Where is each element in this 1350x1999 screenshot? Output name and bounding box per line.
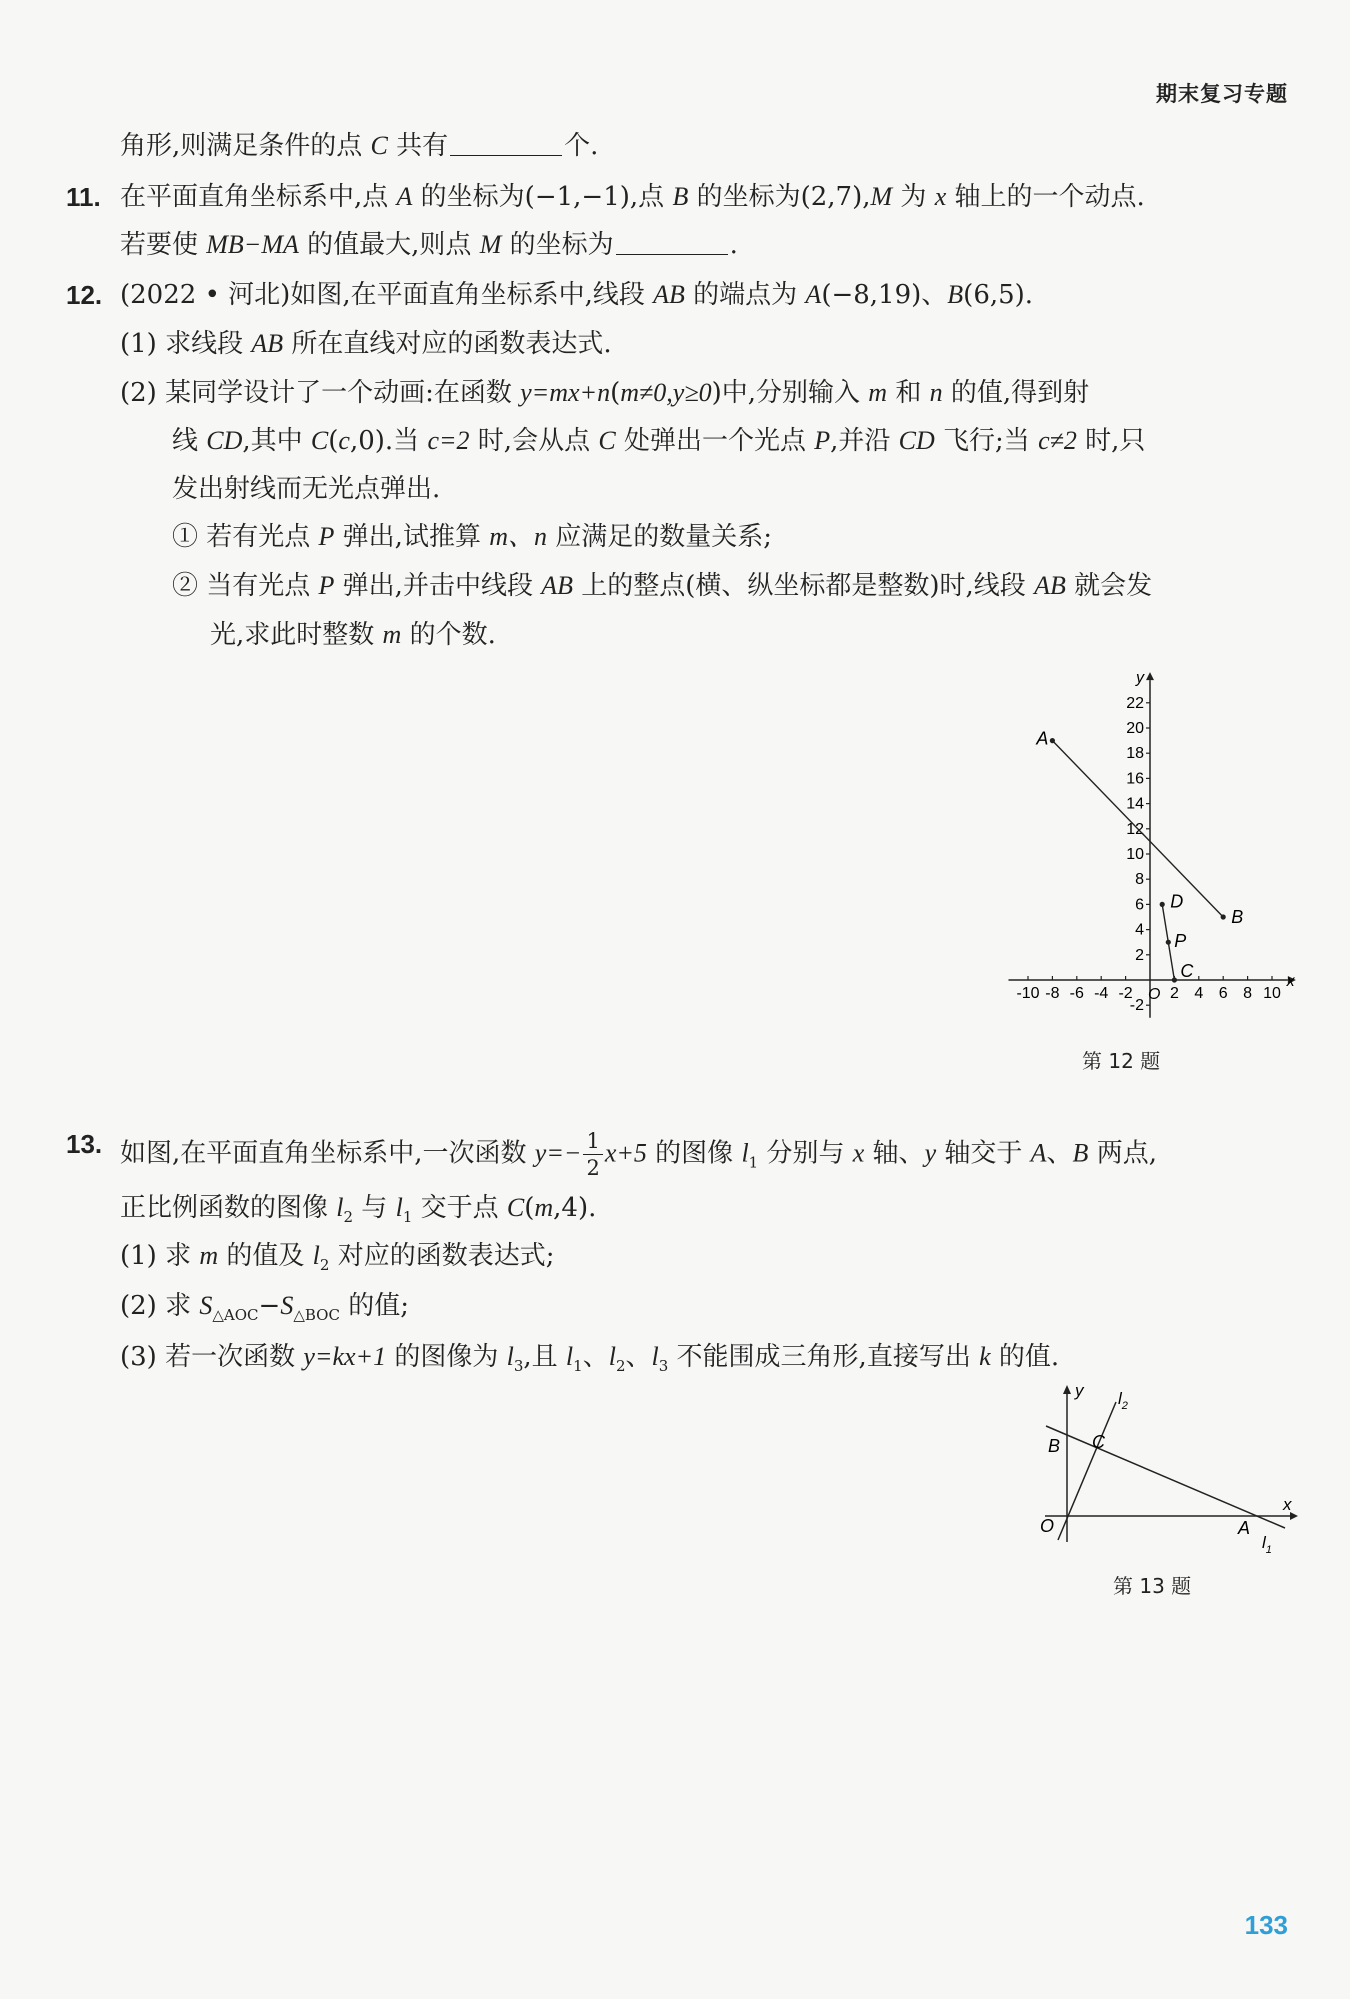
fig13-label-l1-sub: 1 (1265, 1544, 1272, 1556)
var: AB (653, 280, 685, 309)
var: CD (898, 426, 935, 455)
fig12-x-tick-label: -2 (1118, 985, 1133, 1002)
q12-part2-line3 (172, 473, 440, 505)
fig13-line-l1 (1046, 1426, 1285, 1528)
var: S (280, 1291, 294, 1320)
fraction-denominator: 2 (586, 1156, 600, 1180)
var: C (370, 131, 388, 160)
text: 、 (582, 1342, 609, 1372)
var: P (814, 426, 831, 455)
q13-part2 (120, 1290, 409, 1331)
q12-part2-line1 (120, 377, 1089, 409)
fig12-y-tick-label: 16 (1126, 770, 1144, 788)
text: ( (610, 378, 621, 408)
expr: c≠2 (1038, 426, 1077, 455)
fig12-y-tick-label: 2 (1135, 946, 1144, 964)
fig13-label-x: x (1283, 1495, 1292, 1514)
fig12-origin-label: O (1148, 986, 1161, 1003)
header-title: 期末复习专题 (1156, 82, 1288, 106)
var: B (672, 182, 689, 211)
fig12-point-A (1050, 738, 1055, 743)
subscript: 2 (343, 1208, 354, 1227)
text: 的坐标为(2,7), (688, 182, 871, 212)
fig13-label-l2-letter: l (1118, 1389, 1122, 1408)
figure-12-caption: 第 12 题 (1082, 1049, 1161, 1073)
text: 应满足的数量关系; (547, 522, 773, 552)
fig12-x-tick-label: 8 (1243, 985, 1253, 1002)
text: (2) 某同学设计了一个动画:在函数 (120, 378, 521, 408)
text: 轴、 (864, 1138, 925, 1169)
q12-number (66, 279, 102, 312)
fig12-point-label-C: C (1180, 961, 1194, 981)
fig12-x-tick-label: 4 (1194, 985, 1204, 1002)
text: 的坐标为 (501, 230, 614, 260)
fig12-y-tick-label: -2 (1129, 997, 1144, 1015)
figure-13-caption: 第 13 题 (1113, 1574, 1192, 1598)
var: AB (541, 571, 573, 600)
subscript: 1 (573, 1357, 583, 1376)
text: 与 (353, 1193, 396, 1223)
q10-tail-line (120, 130, 598, 162)
var: m (534, 1193, 554, 1222)
text: 、 (1046, 1138, 1073, 1169)
var: B (947, 280, 964, 309)
fig12-x-tick-label: -8 (1045, 985, 1060, 1002)
fig12-segment-AB (1052, 741, 1223, 917)
fig13-label-y: y (1075, 1381, 1084, 1400)
figure-13-line-diagram (1030, 1380, 1300, 1560)
answer-blank (616, 232, 728, 255)
text: 的值; (339, 1291, 409, 1321)
q12-part1 (120, 328, 612, 360)
fig12-point-label-B: B (1231, 907, 1244, 927)
fig12-point-D (1160, 902, 1165, 907)
q13-line2 (120, 1192, 596, 1233)
expr: m≠0,y≥0 (620, 378, 712, 407)
fig13-label-l1 (1262, 1533, 1272, 1556)
subscript: △AOC (212, 1306, 259, 1325)
text: ,4). (553, 1193, 597, 1223)
fig13-label-A: A (1238, 1518, 1251, 1538)
q12-part2-line2 (172, 425, 1145, 457)
text: 轴上的一个动点. (946, 182, 1145, 212)
text: 在平面直角坐标系中,点 (120, 182, 397, 212)
fig12-axis-y-label: y (1136, 669, 1144, 687)
text: 的图像 (646, 1138, 742, 1169)
var: l (651, 1342, 659, 1371)
q13-part3 (120, 1341, 1059, 1382)
text: 的图像为 (386, 1342, 507, 1372)
fig12-x-tick-label: 2 (1169, 985, 1179, 1002)
q13-number (66, 1128, 102, 1161)
var: l (312, 1241, 320, 1270)
fig12-y-arrow (1146, 672, 1154, 680)
var: l (506, 1342, 514, 1371)
text: 时,会从点 (469, 426, 599, 456)
q12-sub1 (172, 521, 772, 553)
text: 飞行;当 (934, 426, 1039, 456)
subscript: 3 (513, 1357, 524, 1376)
fig12-point-label-P: P (1174, 931, 1187, 952)
subscript: 2 (615, 1357, 626, 1376)
fig12-point-C (1172, 977, 1177, 982)
subscript: 1 (402, 1208, 413, 1227)
text: 轴交于 (936, 1138, 1031, 1169)
var: x (852, 1138, 865, 1168)
fig12-y-tick-label: 20 (1126, 720, 1144, 737)
text: 的值. (990, 1342, 1060, 1372)
text: ,并沿 (830, 426, 899, 456)
text: ① 若有光点 (172, 522, 319, 552)
text: 就会发 (1065, 571, 1153, 601)
var: C (310, 426, 329, 455)
question-number: 11. (66, 182, 101, 212)
q13-part1 (120, 1240, 554, 1281)
text: ( (328, 426, 339, 456)
fig12-y-tick-label: 18 (1126, 745, 1144, 763)
fig13-label-l2 (1118, 1389, 1128, 1412)
fig12-ticks (1016, 695, 1281, 1014)
text: − (258, 1291, 281, 1321)
text: 如图,在平面直角坐标系中,一次函数 (120, 1138, 535, 1169)
fraction-numerator: 1 (583, 1128, 602, 1155)
fig12-y-tick-label: 14 (1126, 795, 1144, 813)
var: x (934, 182, 947, 211)
figure-12-coordinate-plot (960, 660, 1300, 1060)
var: M (479, 230, 502, 259)
text: 发出射线而无光点弹出. (172, 474, 441, 504)
fig13-label-C: C (1092, 1432, 1105, 1452)
fig12-y-tick-label: 12 (1126, 820, 1144, 838)
text: 若要使 (120, 230, 207, 260)
var: n (929, 378, 943, 407)
fig13-y-arrow (1063, 1385, 1071, 1394)
fig12-y-tick-label: 8 (1135, 871, 1144, 889)
var: S (199, 1291, 213, 1320)
text: 两点, (1088, 1138, 1157, 1169)
text: (−8,19)、 (821, 280, 948, 310)
fig12-x-tick-label: -4 (1094, 985, 1109, 1002)
text: ② 当有光点 (172, 571, 319, 601)
var: m (382, 620, 402, 649)
fig13-label-l2-sub: 2 (1121, 1400, 1128, 1412)
text: 光,求此时整数 (210, 620, 383, 650)
subscript: 2 (319, 1256, 330, 1275)
text: 个. (564, 131, 599, 161)
text: 的端点为 (684, 280, 806, 310)
fig12-y-tick-label: 6 (1135, 896, 1144, 914)
subscript: △BOC (293, 1306, 340, 1325)
question-number: 13. (66, 1129, 103, 1159)
text: (1) 求线段 (120, 329, 252, 359)
expr: y=− (534, 1138, 582, 1168)
text: 对应的函数表达式; (329, 1241, 555, 1271)
text: 的值及 (218, 1241, 313, 1271)
var: P (318, 571, 335, 600)
var: k (979, 1342, 991, 1371)
subscript: 1 (748, 1153, 759, 1172)
fig12-y-tick-label: 10 (1126, 846, 1144, 863)
var: AB (251, 329, 284, 358)
var: l (565, 1342, 574, 1371)
text: (2) 求 (120, 1291, 200, 1321)
text: 弹出,试推算 (334, 522, 490, 552)
fig12-x-tick-label: -6 (1069, 985, 1084, 1002)
var: A (396, 182, 413, 211)
fig12-point-P (1166, 940, 1171, 945)
text: 正比例函数的图像 (120, 1193, 337, 1223)
fig12-x-tick-label: 6 (1218, 985, 1228, 1002)
text: )中,分别输入 (711, 378, 869, 408)
text: . (729, 230, 738, 260)
var: A (805, 280, 822, 309)
fig12-x-tick-label: -10 (1016, 985, 1040, 1002)
expr: c=2 (427, 426, 470, 455)
text: 的值,得到射 (942, 378, 1090, 408)
text: 为 (892, 182, 935, 212)
q13-line1 (120, 1128, 1157, 1181)
text: ( (524, 1193, 535, 1223)
text: 的个数. (401, 620, 496, 650)
fig13-label-B: B (1048, 1436, 1061, 1456)
text: 分别与 (758, 1138, 853, 1169)
fig12-point-label-D: D (1170, 891, 1184, 912)
text: 的值最大,则点 (298, 230, 480, 260)
subscript: 3 (658, 1357, 669, 1376)
text: 所在直线对应的函数表达式. (283, 329, 612, 359)
var: C (598, 426, 616, 455)
fraction (583, 1128, 602, 1181)
fig12-x-tick-label: 10 (1263, 985, 1281, 1002)
text: ,其中 (242, 426, 311, 456)
expr: y=kx+1 (303, 1342, 387, 1371)
question-number: 12. (66, 280, 103, 310)
text: 处弹出一个光点 (615, 426, 815, 456)
text: ,0).当 (349, 426, 428, 456)
var: l (336, 1193, 344, 1222)
q11-line1 (120, 181, 1145, 213)
fig12-axis-x-label: x (1286, 973, 1295, 990)
fig12-y-tick-label: 4 (1135, 921, 1144, 939)
text: 共有 (387, 131, 449, 161)
expr: MB−MA (206, 230, 299, 259)
var: M (870, 182, 893, 211)
q12-line1 (120, 279, 1033, 311)
text: (6,5). (963, 280, 1034, 310)
page-number: 133 (1244, 1910, 1288, 1940)
text: 弹出,并击中线段 (334, 571, 542, 601)
fig13-label-origin: O (1040, 1516, 1055, 1536)
var: m (868, 378, 888, 407)
text: 的坐标为(−1,−1),点 (412, 182, 673, 212)
var: y (924, 1138, 937, 1168)
var: C (506, 1193, 525, 1222)
text: 上的整点(横、纵坐标都是整数)时,线段 (572, 571, 1035, 601)
var: P (318, 522, 335, 551)
q12-sub2-line1 (172, 570, 1152, 602)
q11-line2 (120, 229, 738, 261)
text: 线 (172, 426, 207, 456)
var: l (741, 1138, 749, 1168)
text: (3) 若一次函数 (120, 1342, 304, 1372)
var: B (1072, 1138, 1089, 1168)
text: 交于点 (412, 1193, 507, 1223)
text: 不能围成三角形,直接写出 (668, 1342, 980, 1372)
text: ,且 (523, 1342, 566, 1372)
text: (1) 求 (120, 1241, 200, 1271)
var: m (199, 1241, 219, 1270)
var: A (1030, 1138, 1047, 1168)
var: m、n (489, 522, 547, 551)
var: l (395, 1193, 403, 1222)
text: 时,只 (1076, 426, 1146, 456)
fig12-y-tick-label: 22 (1126, 694, 1144, 712)
text: 、 (625, 1342, 652, 1372)
q12-sub2-line2 (210, 619, 496, 651)
q11-number (66, 181, 101, 214)
var: AB (1034, 571, 1066, 600)
expr: x+5 (604, 1138, 647, 1168)
fig12-point-B (1221, 914, 1226, 919)
var: CD (206, 426, 243, 455)
answer-blank (450, 133, 562, 156)
expr: y=mx+n (520, 378, 611, 407)
text: 和 (887, 378, 930, 408)
fig12-point-label-A: A (1036, 728, 1049, 749)
var: l (608, 1342, 616, 1371)
text: 角形,则满足条件的点 (120, 131, 371, 161)
text: (2022 • 河北)如图,在平面直角坐标系中,线段 (120, 280, 654, 310)
var: c (338, 426, 350, 455)
fig13-label-l1-letter: l (1262, 1533, 1266, 1552)
